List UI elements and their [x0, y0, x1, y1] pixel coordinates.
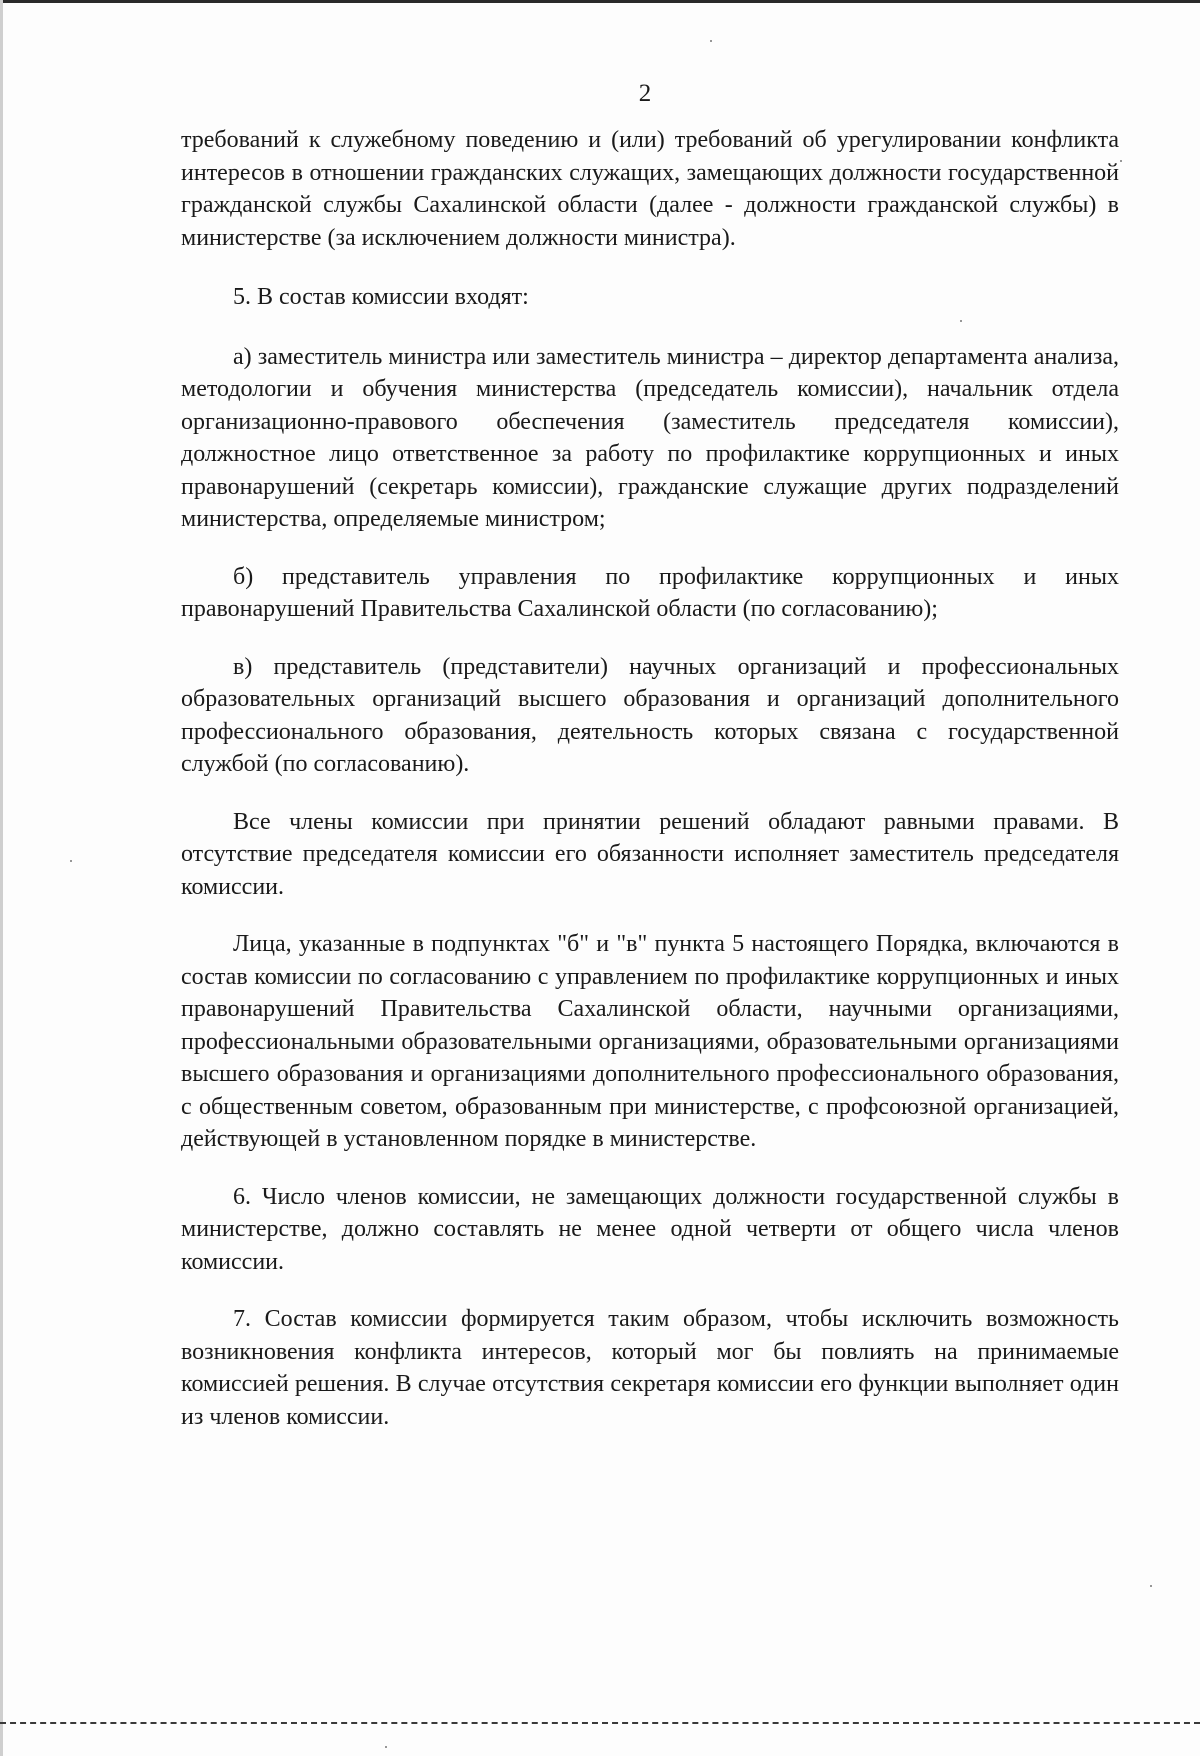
paragraph-subitem-v: в) представитель (представители) научных организаций и профессиональных образовательных организаций высшего образования и организаций дополнительного профессионального образования, деятельность которых связана с государственной службой (по согласованию).: [181, 653, 1119, 777]
paragraph-item-7: 7. Состав комиссии формируется таким образом, чтобы исключить возможность возникновения конфликта интересов, который мог бы повлиять на принимаемые комиссией решения. В случае отсутствия секретаря комиссии его функции выполняет один из членов комиссии.: [181, 1306, 1119, 1430]
paragraph-continuation: требований к служебному поведению и (или) требований об урегулировании конфликта интересов в отношении гражданских служащих, замещающих должности государственной гражданской службы Сахалинской области (далее - должности гражданской службы) в министерстве (за исключением должности министра).: [181, 127, 1119, 251]
document-body: [181, 124, 1119, 1433]
scan-speck: [1120, 160, 1122, 162]
paragraph-equal-rights: Все члены комиссии при принятии решений обладают равными правами. В отсутствие председателя комиссии его обязанности исполняет заместитель председателя комиссии.: [181, 808, 1119, 900]
paragraph-item-6: 6. Число членов комиссии, не замещающих должности государственной службы в министерстве, должно составлять не менее одной четверти от общего числа членов комиссии.: [181, 1183, 1119, 1275]
scan-speck: [1150, 1585, 1152, 1587]
scan-speck: [960, 320, 962, 322]
scan-left-edge: [0, 0, 3, 1756]
paragraph-item-5: 5. В состав комиссии входят:: [233, 284, 529, 310]
paragraph-subitem-a: а) заместитель министра или заместитель министра – директор департамента анализа, методологии и обучения министерства (председатель комиссии), начальник отдела организационно-правового обеспечения (заместитель председателя комиссии), должностное лицо ответственное за работу по профилактике коррупционных и иных правонарушений (секретарь комиссии), гражданские служащие других подразделений министерства, определяемые министром;: [181, 343, 1119, 532]
paragraph-persons-included: Лица, указанные в подпунктах "б" и "в" пункта 5 настоящего Порядка, включаются в состав комиссии по согласованию с управлением по профилактике коррупционных и иных правонарушений Правительства Сахалинской области, научными организациями, профессиональными образовательными организациями, образовательными организациями высшего образования и организациями дополнительного профессионального образования, с общественным советом, образованным при министерстве, с профсоюзной организацией, действующей в установленном порядке в министерстве.: [181, 931, 1119, 1152]
scan-speck: [70, 860, 72, 862]
paragraph-subitem-b: б) представитель управления по профилактике коррупционных и иных правонарушений Правительства Сахалинской области (по согласованию);: [181, 563, 1119, 622]
scan-speck: [385, 1746, 387, 1748]
page-number: 2: [638, 80, 652, 107]
scan-top-edge: [0, 0, 1200, 3]
scan-speck: [710, 40, 712, 42]
scan-bottom-line: [0, 1722, 1200, 1724]
